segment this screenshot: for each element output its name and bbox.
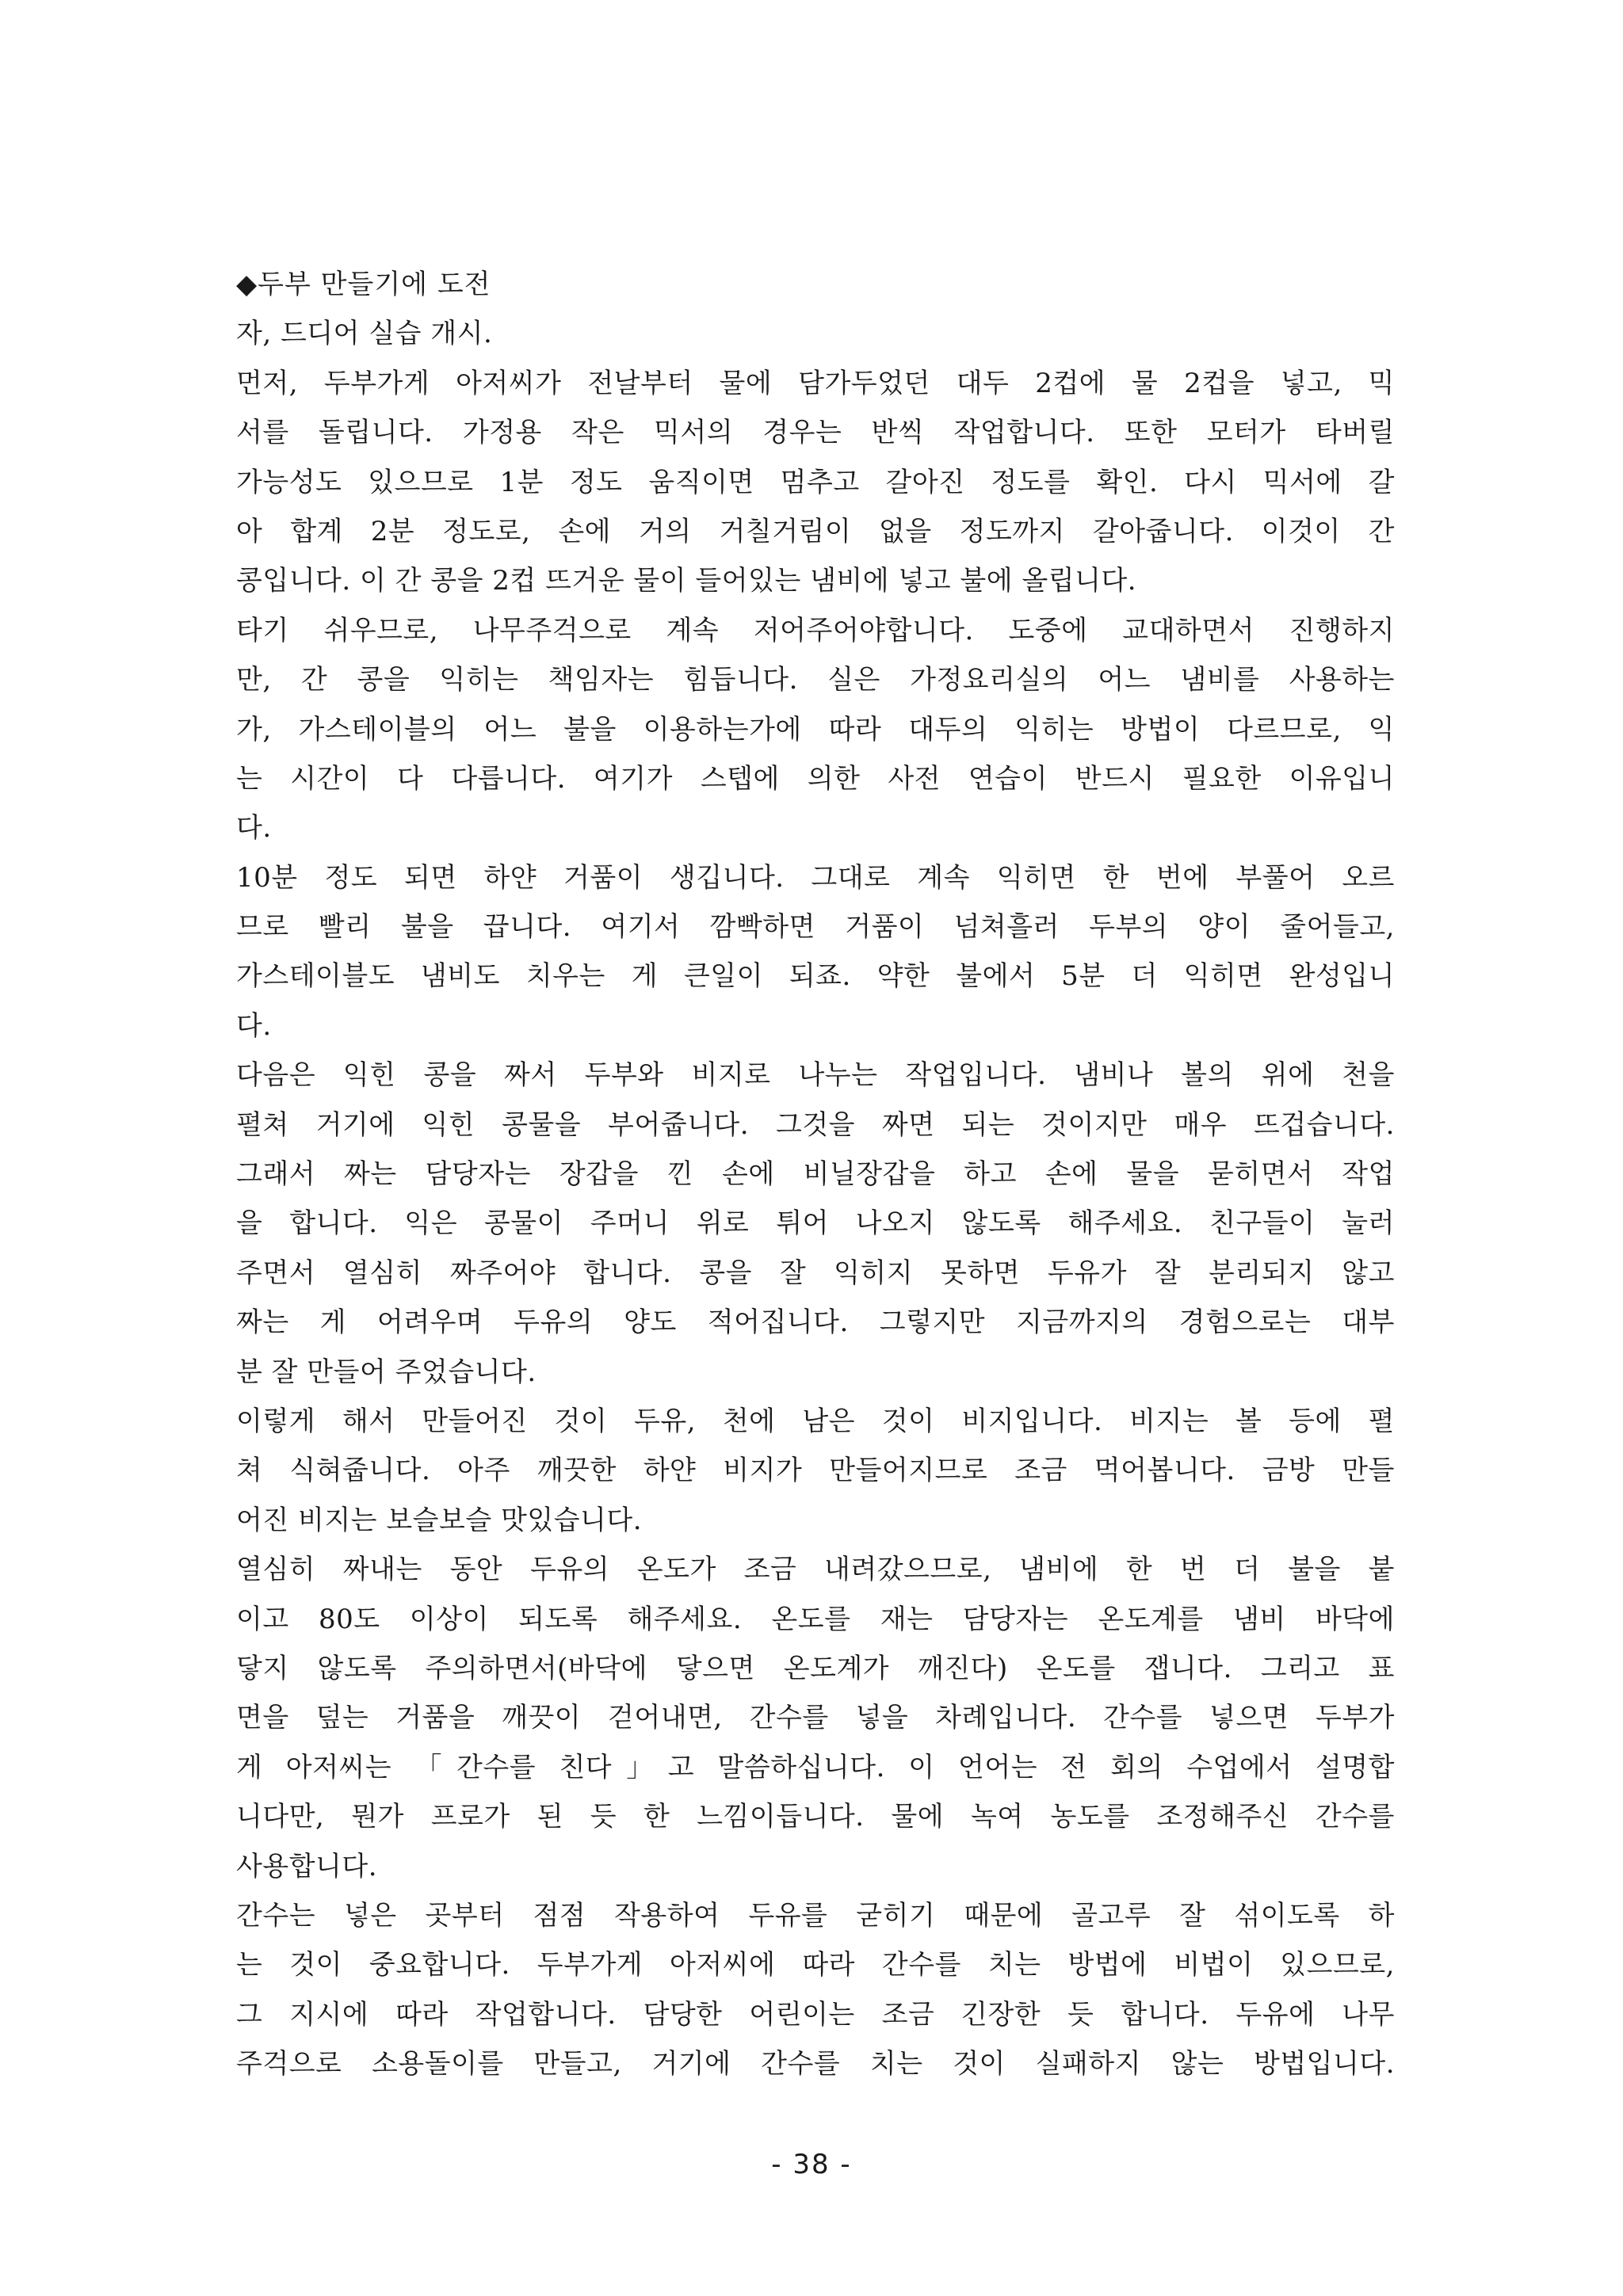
text-line: 다.	[236, 1009, 272, 1042]
body-text	[236, 260, 1395, 2088]
text-line: 이고 80도 이상이 되도록 해주세요. 온도를 재는 담당자는 온도계를 냄비 바닥에	[236, 1603, 1395, 1635]
text-line: 닿지 않도록 주의하면서(바닥에 닿으면 온도계가 깨진다) 온도를 잽니다. 그리고 표	[236, 1652, 1395, 1684]
text-line: 을 합니다. 익은 콩물이 주머니 위로 튀어 나오지 않도록 해주세요. 친구들이 눌러	[236, 1207, 1395, 1240]
text-line: 니다만, 뭔가 프로가 된 듯 한 느낌이듭니다. 물에 녹여 농도를 조정해주신 간수를	[236, 1801, 1395, 1833]
text-line: 게 아저씨는 「간수를 친다」고 말씀하십니다. 이 언어는 전 회의 수업에서 설명합	[236, 1751, 1395, 1783]
text-line: 사용합니다.	[236, 1850, 378, 1882]
text-line: 타기 쉬우므로, 나무주걱으로 계속 저어주어야합니다. 도중에 교대하면서 진행하지	[236, 614, 1395, 646]
text-line: 아 합계 2분 정도로, 손에 거의 거칠거림이 없을 정도까지 갈아줍니다. 이것이 간	[236, 515, 1395, 547]
text-line: 는 시간이 다 다릅니다. 여기가 스텝에 의한 사전 연습이 반드시 필요한 이유입니	[236, 762, 1395, 795]
text-line: 다.	[236, 812, 272, 845]
page-number: - 38 -	[771, 2149, 852, 2180]
text-line: 가, 가스테이블의 어느 불을 이용하는가에 따라 대두의 익히는 방법이 다르므로, 익	[236, 713, 1395, 746]
text-line: 어진 비지는 보슬보슬 맛있습니다.	[236, 1504, 643, 1536]
text-line: 콩입니다. 이 간 콩을 2컵 뜨거운 물이 들어있는 냄비에 넣고 불에 올립니다.	[236, 565, 1137, 597]
text-line: 만, 간 콩을 익히는 책임자는 힘듭니다. 실은 가정요리실의 어느 냄비를 사용하는	[236, 664, 1395, 696]
text-line: 10분 정도 되면 하얀 거품이 생깁니다. 그대로 계속 익히면 한 번에 부풀어 오르	[236, 861, 1395, 894]
text-line: 먼저, 두부가게 아저씨가 전날부터 물에 담가두었던 대두 2컵에 물 2컵을 넣고, 믹	[236, 367, 1395, 399]
text-line: 간수는 넣은 곳부터 점점 작용하여 두유를 굳히기 때문에 골고루 잘 섞이도록 하	[236, 1899, 1395, 1932]
text-line: 그래서 짜는 담당자는 장갑을 낀 손에 비닐장갑을 하고 손에 물을 묻히면서 작업	[236, 1158, 1395, 1191]
text-line: 면을 덮는 거품을 깨끗이 걷어내면, 간수를 넣을 차례입니다. 간수를 넣으면 두부가	[236, 1702, 1395, 1734]
text-line: 가능성도 있으므로 1분 정도 움직이면 멈추고 갈아진 정도를 확인. 다시 믹서에 갈	[236, 466, 1395, 498]
text-line: 므로 빨리 불을 끕니다. 여기서 깜빡하면 거품이 넘쳐흘러 두부의 양이 줄어들고,	[236, 911, 1395, 944]
text-line: 이렇게 해서 만들어진 것이 두유, 천에 남은 것이 비지입니다. 비지는 볼 등에 펼	[236, 1405, 1395, 1437]
text-line: 열심히 짜내는 동안 두유의 온도가 조금 내려갔으므로, 냄비에 한 번 더 불을 붙	[236, 1554, 1395, 1586]
text-line: 그 지시에 따라 작업합니다. 담당한 어린이는 조금 긴장한 듯 합니다. 두유에 나무	[236, 1998, 1395, 2031]
text-line: 주걱으로 소용돌이를 만들고, 거기에 간수를 치는 것이 실패하지 않는 방법입니다.	[236, 2048, 1395, 2081]
text-line: 쳐 식혀줍니다. 아주 깨끗한 하얀 비지가 만들어지므로 조금 먹어봅니다. 금방 만들	[236, 1455, 1395, 1487]
text-line: 가스테이블도 냄비도 치우는 게 큰일이 되죠. 약한 불에서 5분 더 익히면 완성입니	[236, 960, 1395, 993]
text-line: 펼쳐 거기에 익힌 콩물을 부어줍니다. 그것을 짜면 되는 것이지만 매우 뜨겁습니다.	[236, 1108, 1395, 1141]
section-heading: ◆두부 만들기에 도전	[236, 269, 491, 300]
text-line: 주면서 열심히 짜주어야 합니다. 콩을 잘 익히지 못하면 두유가 잘 분리되지 않고	[236, 1257, 1395, 1289]
text-line: 분 잘 만들어 주었습니다.	[236, 1356, 537, 1388]
text-line: 는 것이 중요합니다. 두부가게 아저씨에 따라 간수를 치는 방법에 비법이 있으므로,	[236, 1949, 1395, 1981]
text-line: 다음은 익힌 콩을 짜서 두부와 비지로 나누는 작업입니다. 냄비나 볼의 위에 천을	[236, 1059, 1395, 1092]
text-line: 자, 드디어 실습 개시.	[236, 318, 493, 350]
text-line: 서를 돌립니다. 가정용 작은 믹서의 경우는 반씩 작업합니다. 또한 모터가 타버릴	[236, 417, 1395, 449]
text-line: 짜는 게 어려우며 두유의 양도 적어집니다. 그렇지만 지금까지의 경험으로는 대부	[236, 1306, 1395, 1339]
